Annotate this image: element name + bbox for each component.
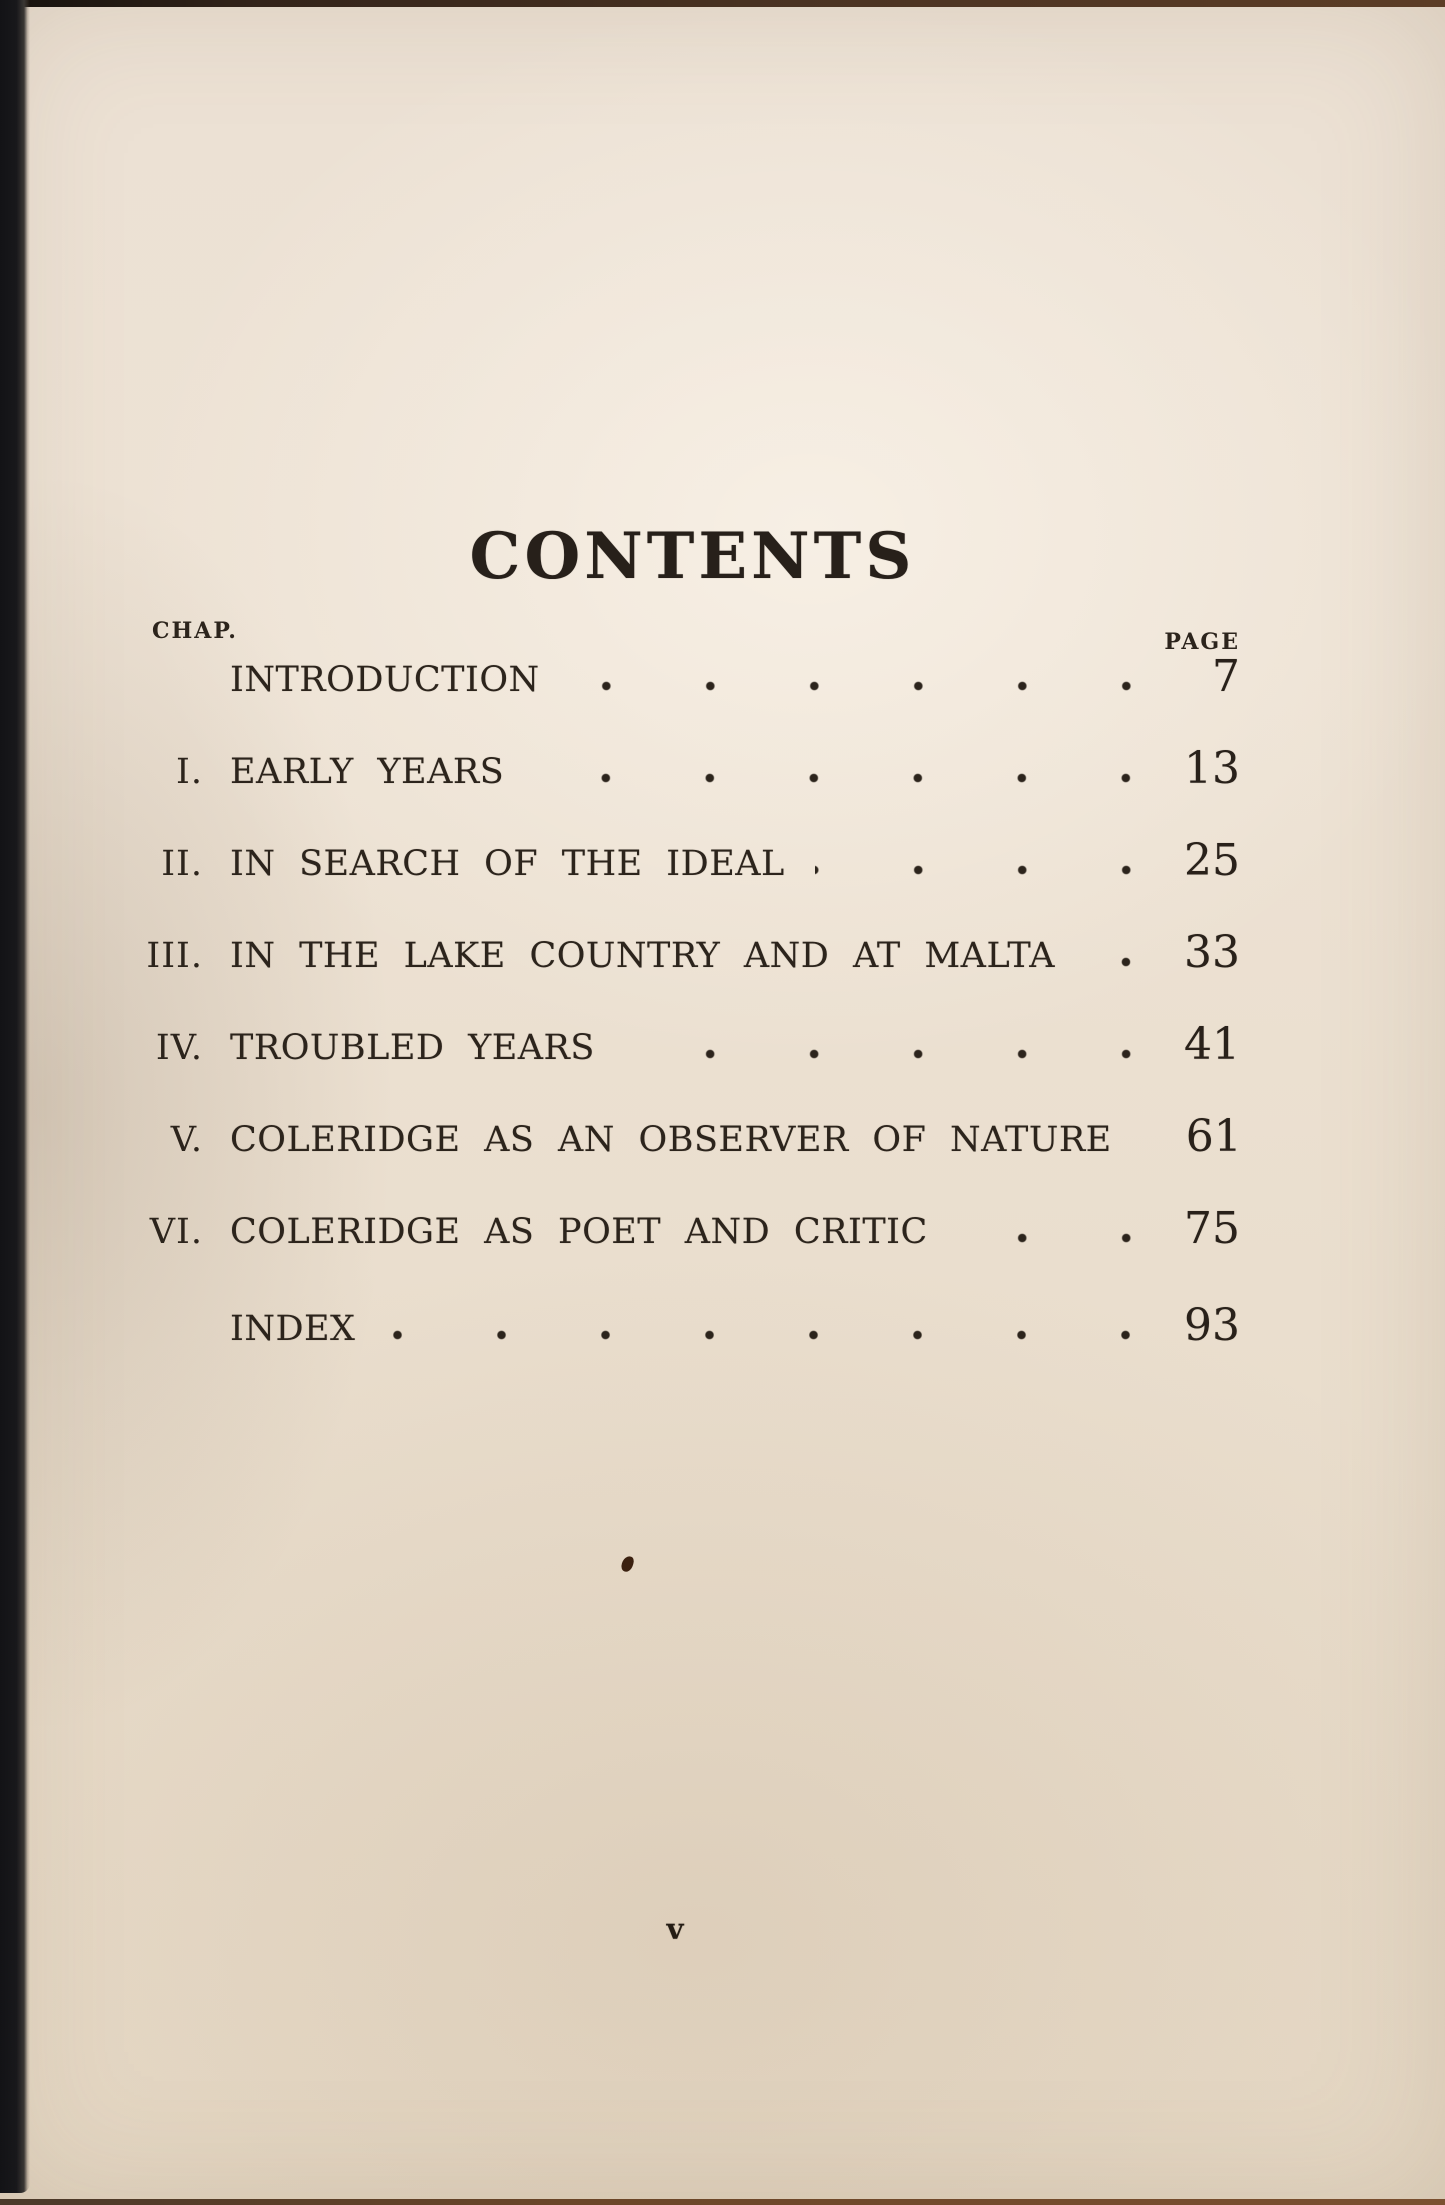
dot-leader xyxy=(958,1233,1140,1243)
toc-entry-introduction xyxy=(145,651,1240,702)
toc-entry-chapter-5 xyxy=(145,1111,1242,1162)
chapter-title: COLERIDGE AS AN OBSERVER OF NATURE xyxy=(230,1120,1112,1160)
dot-leader xyxy=(1085,957,1140,967)
dot-leader xyxy=(385,1330,1140,1340)
chapter-numeral: VI. xyxy=(149,1212,203,1252)
page-number: 25 xyxy=(1184,835,1240,886)
page-number: 33 xyxy=(1184,927,1240,978)
dot-leader xyxy=(625,1049,1140,1059)
toc-entry-chapter-4 xyxy=(145,1019,1240,1070)
chapter-title: INTRODUCTION xyxy=(230,660,540,700)
toc-entry-chapter-6 xyxy=(145,1203,1240,1254)
page-title: CONTENTS xyxy=(469,518,916,594)
toc-entry-chapter-1 xyxy=(145,743,1240,794)
folio-page-number: v xyxy=(666,1912,684,1946)
chapter-numeral: II. xyxy=(161,844,203,884)
chapter-numeral: I. xyxy=(176,752,203,792)
chapter-numeral: V. xyxy=(170,1120,203,1160)
page-number: 61 xyxy=(1185,1111,1242,1162)
page-bottom-edge xyxy=(0,2199,1445,2205)
toc-entry-index xyxy=(145,1300,1240,1351)
dot-leader xyxy=(570,681,1140,691)
page-number: 41 xyxy=(1184,1019,1240,1070)
chapter-title: COLERIDGE AS POET AND CRITIC xyxy=(230,1212,928,1252)
page-top-edge xyxy=(0,0,1445,7)
chapter-numeral: IV. xyxy=(155,1028,203,1068)
toc-entry-chapter-2 xyxy=(145,835,1240,886)
ink-speck xyxy=(620,1555,635,1574)
page-number: 7 xyxy=(1212,651,1240,702)
chap-column-header: CHAP. xyxy=(152,618,238,644)
chapter-title: INDEX xyxy=(230,1309,356,1349)
book-spine-shadow xyxy=(0,0,30,2193)
dot-leader xyxy=(815,865,1140,875)
dot-leader xyxy=(534,773,1140,783)
chapter-title: TROUBLED YEARS xyxy=(230,1028,595,1068)
chapter-title: EARLY YEARS xyxy=(230,752,505,792)
toc-entry-chapter-3 xyxy=(145,927,1240,978)
chapter-title: IN SEARCH OF THE IDEAL xyxy=(230,844,785,884)
table-of-contents xyxy=(145,618,1240,1395)
page-number: 75 xyxy=(1184,1203,1240,1254)
chapter-title: IN THE LAKE COUNTRY AND AT MALTA xyxy=(230,936,1056,976)
page-number: 93 xyxy=(1184,1300,1240,1351)
toc-column-headers xyxy=(145,618,1240,654)
page-column-header: PAGE xyxy=(1164,629,1240,655)
chapter-numeral: III. xyxy=(146,936,203,976)
page-number: 13 xyxy=(1184,743,1240,794)
